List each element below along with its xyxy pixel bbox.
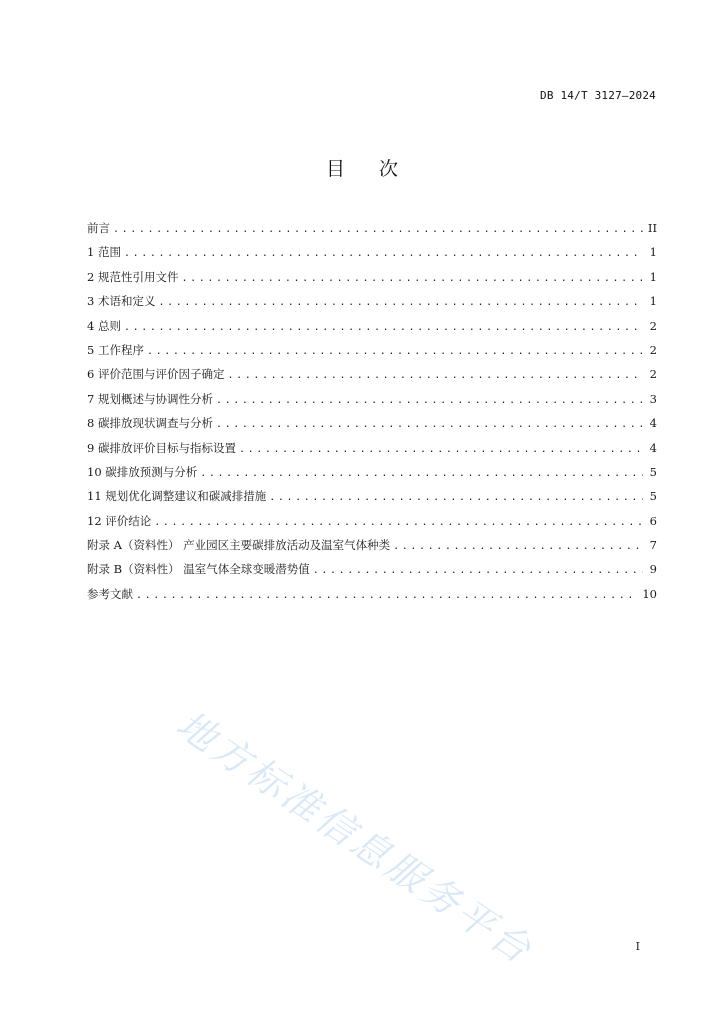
toc-leader-dots [136, 586, 638, 606]
toc-entry-emission-survey[interactable] [87, 413, 657, 437]
toc-leader-dots [147, 342, 643, 362]
toc-entry-page: 1 [649, 245, 657, 260]
toc-leader-dots [216, 391, 643, 411]
toc-entry-page: 2 [649, 318, 657, 333]
toc-entry-label: 2 规范性引用文件 [87, 269, 179, 284]
toc-entry-page: 5 [649, 464, 657, 479]
toc-entry-label: 8 碳排放现状调查与分析 [87, 416, 213, 431]
toc-entry-normative-references[interactable] [87, 267, 657, 291]
toc-leader-dots [200, 464, 643, 484]
toc-entry-label: 1 范围 [87, 245, 121, 260]
toc-entry-plan-overview[interactable] [87, 389, 657, 413]
toc-entry-page: II [647, 221, 657, 235]
toc-entry-general[interactable] [87, 316, 657, 340]
toc-leader-dots [227, 366, 643, 386]
standard-code: DB 14/T 3127—2024 [540, 89, 656, 102]
toc-entry-scope[interactable] [87, 242, 657, 266]
toc-entry-conclusion[interactable] [87, 511, 657, 535]
toc-entry-label: 参考文献 [87, 586, 133, 601]
toc-entry-evaluation-targets[interactable] [87, 438, 657, 462]
toc-leader-dots [313, 561, 643, 581]
toc-entry-label: 前言 [87, 221, 110, 235]
toc-entry-page: 1 [649, 269, 657, 284]
toc-leader-dots [113, 220, 643, 240]
toc-entry-page: 3 [649, 391, 657, 406]
toc-leader-dots [393, 537, 643, 557]
toc-entry-page: 4 [649, 440, 657, 455]
toc-entry-label: 9 碳排放评价目标与指标设置 [87, 440, 236, 455]
toc-entry-label: 附录 B（资料性） 温室气体全球变暖潜势值 [87, 562, 310, 577]
toc-entry-label: 3 术语和定义 [87, 294, 156, 309]
toc-entry-bibliography[interactable] [87, 584, 657, 608]
toc-leader-dots [269, 488, 643, 508]
toc-leader-dots [154, 513, 643, 533]
toc-entry-evaluation-scope[interactable] [87, 364, 657, 388]
title-part-2: 次 [379, 158, 399, 180]
toc-entry-label: 附录 A（资料性） 产业园区主要碳排放活动及温室气体种类 [87, 538, 391, 553]
toc-entry-page: 9 [649, 562, 657, 577]
toc-entry-page: 7 [649, 538, 657, 553]
toc-entry-procedure[interactable] [87, 340, 657, 364]
toc-entry-appendix-b[interactable] [87, 559, 657, 583]
toc-entry-page: 4 [649, 416, 657, 431]
table-of-contents [87, 218, 657, 608]
toc-entry-optimization[interactable] [87, 486, 657, 510]
toc-entry-appendix-a[interactable] [87, 535, 657, 559]
toc-leader-dots [239, 440, 643, 460]
toc-entry-page: 6 [649, 513, 657, 528]
toc-leader-dots [124, 318, 643, 338]
toc-entry-label: 7 规划概述与协调性分析 [87, 391, 213, 406]
toc-entry-label: 5 工作程序 [87, 342, 144, 357]
toc-entry-page: 2 [649, 367, 657, 382]
toc-entry-page: 10 [642, 586, 657, 601]
toc-entry-label: 12 评价结论 [87, 513, 152, 528]
toc-entry-foreword[interactable] [87, 218, 657, 242]
toc-entry-label: 4 总则 [87, 318, 121, 333]
toc-entry-page: 1 [649, 294, 657, 309]
title-part-1: 目 [325, 158, 345, 180]
toc-entry-emission-forecast[interactable] [87, 462, 657, 486]
watermark: 地方标准信息服务平台 [168, 702, 542, 974]
toc-leader-dots [124, 244, 643, 264]
toc-leader-dots [158, 293, 643, 313]
page-title [0, 154, 724, 181]
toc-entry-label: 6 评价范围与评价因子确定 [87, 367, 225, 382]
toc-entry-label: 11 规划优化调整建议和碳减排措施 [87, 489, 267, 504]
toc-leader-dots [216, 415, 643, 435]
toc-leader-dots [181, 269, 643, 289]
page-number: I [635, 940, 640, 953]
toc-entry-terms[interactable] [87, 291, 657, 315]
toc-entry-page: 2 [649, 342, 657, 357]
toc-entry-page: 5 [649, 489, 657, 504]
toc-entry-label: 10 碳排放预测与分析 [87, 464, 198, 479]
